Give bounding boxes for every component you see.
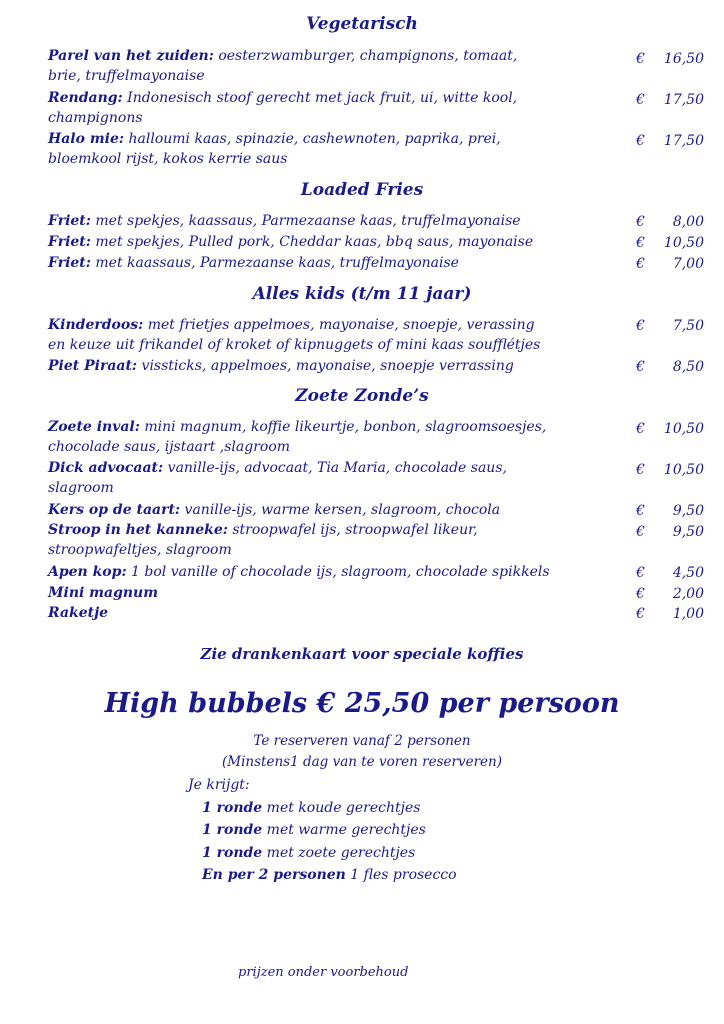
high-bubbels-title: High bubbels € 25,50 per persoon [104, 688, 620, 719]
currency-symbol: € [636, 318, 645, 334]
item-desc-2: chocolade saus, ijstaart ,slagroom [48, 439, 291, 455]
item-name: Zoete inval: [48, 419, 140, 435]
currency-symbol: € [636, 235, 645, 251]
section-title-loaded-fries: Loaded Fries [300, 180, 424, 200]
menu-item-parel [48, 46, 608, 86]
item-name: Mini magnum [48, 585, 159, 601]
item-name: Friet: [48, 234, 91, 250]
round-label: 1 ronde [202, 845, 263, 861]
menu-item-friet-2 [48, 232, 608, 252]
item-desc: stroopwafel ijs, stroopwafel likeur, [227, 522, 478, 538]
currency-symbol: € [636, 421, 645, 437]
menu-item-raketje [48, 603, 608, 623]
item-desc: met frietjes appelmoes, mayonaise, snoepje, verassing [143, 317, 535, 333]
item-desc: vissticks, appelmoes, mayonaise, snoepje verrassing [137, 358, 514, 374]
footer-disclaimer: prijzen onder voorbehoud [238, 965, 409, 980]
currency-symbol: € [636, 524, 645, 540]
item-name: Apen kop: [48, 564, 127, 580]
item-desc: mini magnum, koffie likeurtje, bonbon, slagroomsoesjes, [139, 419, 547, 435]
currency-symbol: € [636, 214, 645, 230]
item-name: Halo mie: [48, 131, 125, 147]
menu-item-halo-mie [48, 129, 608, 169]
price-amount: 17,50 [663, 92, 704, 108]
item-name: Friet: [48, 213, 91, 229]
currency-symbol: € [636, 92, 645, 108]
round-label: 1 ronde [202, 822, 263, 838]
price-amount: 10,50 [663, 462, 704, 478]
price-amount: 7,50 [672, 318, 704, 334]
item-desc: halloumi kaas, spinazie, cashewnoten, paprika, prei, [124, 131, 501, 147]
price-amount: 10,50 [663, 235, 704, 251]
currency-symbol: € [636, 51, 645, 67]
currency-symbol: € [636, 606, 645, 622]
item-desc-2: brie, truffelmayonaise [48, 68, 205, 84]
price-amount: 10,50 [663, 421, 704, 437]
menu-item-friet-1 [48, 211, 608, 231]
price-amount: 7,00 [672, 256, 704, 272]
item-desc: met spekjes, kaassaus, Parmezaanse kaas, truffelmayonaise [90, 213, 521, 229]
high-bubbels-reserve: Te reserveren vanaf 2 personen [253, 733, 471, 749]
item-name: Kinderdoos: [48, 317, 144, 333]
round-text: met koude gerechtjes [262, 800, 421, 816]
price-amount: 8,00 [672, 214, 704, 230]
menu-item-apen-kop [48, 562, 608, 582]
currency-symbol: € [636, 503, 645, 519]
price-amount: 9,50 [672, 524, 704, 540]
price-amount: 1,00 [672, 606, 704, 622]
item-desc: met spekjes, Pulled pork, Cheddar kaas, bbq saus, mayonaise [90, 234, 534, 250]
price-amount: 17,50 [663, 133, 704, 149]
menu-item-zoete-inval [48, 417, 608, 457]
item-name: Dick advocaat: [48, 460, 164, 476]
price-amount: 16,50 [663, 51, 704, 67]
menu-item-friet-3 [48, 253, 608, 273]
menu-item-stroop-in-het-kanneke [48, 520, 608, 560]
round-text: 1 fles prosecco [345, 867, 457, 883]
item-name: Stroop in het kanneke: [48, 522, 228, 538]
item-desc: vanille-ijs, warme kersen, slagroom, chocola [180, 502, 501, 518]
currency-symbol: € [636, 462, 645, 478]
menu-item-mini-magnum [48, 583, 608, 603]
menu-item-kers-op-de-taart [48, 500, 608, 520]
item-desc: Indonesisch stoof gerecht met jack fruit, ui, witte kool, [122, 90, 518, 106]
price-amount: 2,00 [672, 586, 704, 602]
currency-symbol: € [636, 586, 645, 602]
round-item [202, 865, 457, 885]
round-item [202, 820, 426, 840]
menu-item-dick-advocaat [48, 458, 608, 498]
item-desc-2: stroopwafeltjes, slagroom [48, 542, 232, 558]
currency-symbol: € [636, 133, 645, 149]
currency-symbol: € [636, 565, 645, 581]
high-bubbels-reserve-note: (Minstens1 dag van te voren reserveren) [222, 754, 502, 770]
menu-item-piet-piraat [48, 356, 608, 376]
price-amount: 9,50 [672, 503, 704, 519]
item-desc-2: slagroom [48, 480, 114, 496]
item-name: Parel van het zuiden: [48, 48, 214, 64]
currency-symbol: € [636, 359, 645, 375]
section-title-vegetarisch: Vegetarisch [306, 14, 418, 34]
section-title-zoete-zondes: Zoete Zonde’s [295, 386, 429, 406]
item-desc-2: en keuze uit frikandel of kroket of kipnuggets of mini kaas soufflétjes [48, 337, 541, 353]
round-label: En per 2 personen [202, 867, 346, 883]
section-title-alles-kids: Alles kids (t/m 11 jaar) [252, 284, 472, 304]
item-name: Piet Piraat: [48, 358, 138, 374]
menu-item-kinderdoos [48, 315, 628, 355]
menu-item-rendang [48, 88, 608, 128]
item-name: Friet: [48, 255, 91, 271]
price-amount: 4,50 [672, 565, 704, 581]
item-desc: met kaassaus, Parmezaanse kaas, truffelmayonaise [90, 255, 459, 271]
price-amount: 8,50 [672, 359, 704, 375]
item-desc-2: champignons [48, 110, 143, 126]
round-item [202, 843, 415, 863]
item-name: Raketje [48, 605, 109, 621]
round-text: met zoete gerechtjes [262, 845, 416, 861]
item-name: Rendang: [48, 90, 123, 106]
item-name: Kers op de taart: [48, 502, 181, 518]
round-item [202, 798, 420, 818]
round-label: 1 ronde [202, 800, 263, 816]
item-desc: oesterzwamburger, champignons, tomaat, [213, 48, 518, 64]
item-desc: 1 bol vanille of chocolade ijs, slagroom, chocolade spikkels [126, 564, 550, 580]
item-desc: vanille-ijs, advocaat, Tia Maria, chocolade saus, [163, 460, 507, 476]
currency-symbol: € [636, 256, 645, 272]
item-desc-2: bloemkool rijst, kokos kerrie saus [48, 151, 288, 167]
round-text: met warme gerechtjes [262, 822, 426, 838]
high-bubbels-intro: Je krijgt: [188, 777, 250, 793]
coffee-note: Zie drankenkaart voor speciale koffies [200, 645, 524, 663]
